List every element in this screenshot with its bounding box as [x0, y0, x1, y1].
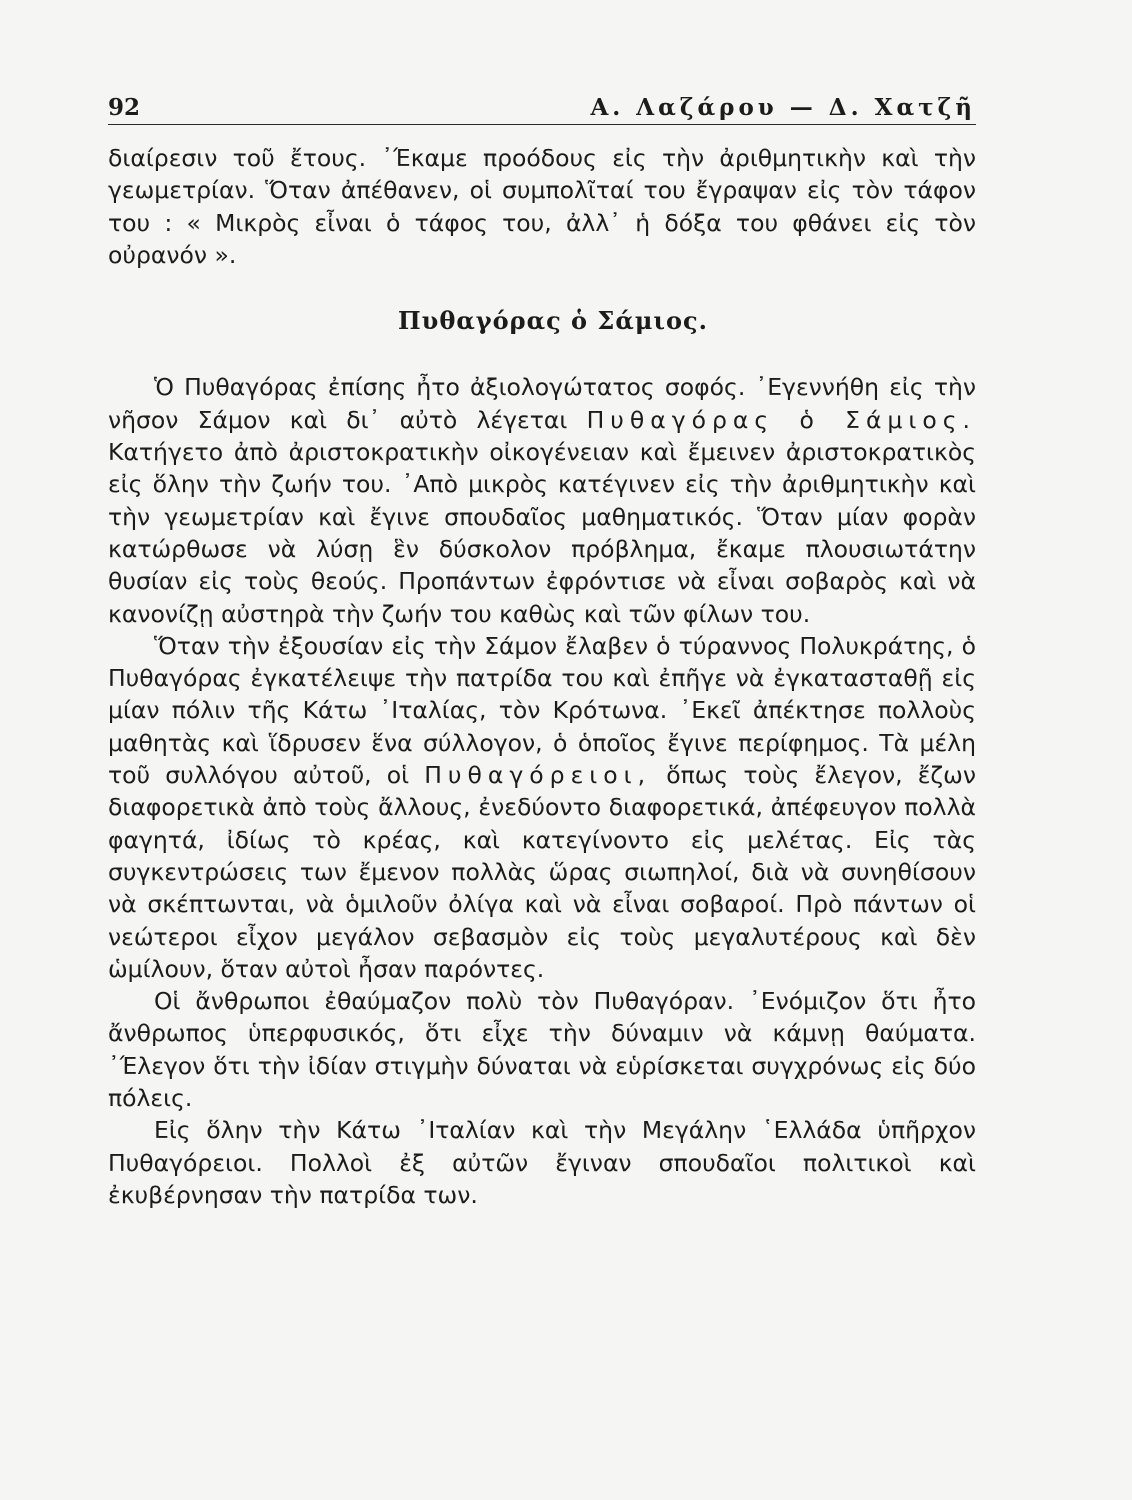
running-head: Α. Λαζάρου — Δ. Χατζῆ [590, 94, 976, 121]
intro-paragraph: διαίρεσιν τοῦ ἔτους. ᾽Έκαμε προόδους εἰς τὴν ἀριθμητικὴν καὶ τὴν γεωμετρίαν. Ὅταν ἀπέθανεν, οἱ συμπολῖταί του ἔγραψαν εἰς τὸν τάφον του : « Μικρὸς εἶναι ὁ τάφος του, ἀλλ᾽ ἡ δόξα του φθάνει εἰς τὸν οὐρανόν ». [108, 144, 976, 269]
paragraph-3: Οἱ ἄνθρωποι ἐθαύμαζον πολὺ τὸν Πυθαγόραν. ᾽Ενόμιζον ὅτι ἦτο ἄνθρωπος ὑπερφυσικός, ὅτι εἶχε τὴν δύναμιν νὰ κάμνῃ θαύματα. ᾽Έλεγον ὅτι τὴν ἰδίαν στιγμὴν δύναται νὰ εὑρίσκεται συγχρόνως εἰς δύο πόλεις. [108, 987, 976, 1113]
page-header [108, 92, 976, 125]
paragraph-1-text-a: Ὁ Πυθαγόρας ἐπίσης ἦτο ἀξιολογώτατος σοφός. ᾽Εγεννήθη εἰς τὴν νῆσον Σάμον καὶ δι᾽ αὐτὸ λέγεται [108, 373, 976, 434]
paragraph-4: Εἰς ὅλην τὴν Κάτω ᾽Ιταλίαν καὶ τὴν Μεγάλην ῾Ελλάδα ὑπῆρχον Πυθαγόρειοι. Πολλοὶ ἐξ αὐτῶν ἔγιναν σπουδαῖοι πολιτικοὶ καὶ ἐκυβέρνησαν τὴν πατρίδα των. [108, 1116, 976, 1209]
paragraph-2-spaced-name: Πυθαγόρειοι, [424, 761, 652, 790]
paragraph-2-text-a: Ὅταν τὴν ἐξουσίαν εἰς τὴν Σάμον ἔλαβεν ὁ τύραννος Πολυκράτης, ὁ Πυθαγόρας ἐγκατέλειψε τὴν πατρίδα του καὶ ἐπῆγε νὰ ἐγκατασταθῇ εἰς μίαν πόλιν τῆς Κάτω ᾽Ιταλίας, τὸν Κρότωνα. ᾽Εκεῖ ἀπέκτησε πολλοὺς μαθητὰς καὶ ἵδρυσεν ἕνα σύλλογον, ὁ ὁποῖος ἔγινε περίφημος. Τὰ μέλη τοῦ συλλόγου αὐτοῦ, οἱ [108, 631, 976, 790]
page-number: 92 [108, 94, 141, 121]
paragraph-1 [108, 371, 976, 629]
paragraph-1-spaced-name: Πυθαγόρας ὁ Σάμιος. [586, 405, 976, 434]
paragraph-1-text-b: Κατήγετο ἀπὸ ἀριστοκρατικὴν οἰκογένειαν καὶ ἔμεινεν ἀριστοκρατικὸς εἰς ὅλην τὴν ζωήν του. ᾽Απὸ μικρὸς κατέγινεν εἰς τὴν ἀριθμητικὴν καὶ τὴν γεωμετρίαν καὶ ἔγινε σπουδαῖος μαθηματικός. Ὅταν μίαν φορὰν κατώρθωσε νὰ λύσῃ ἓν δύσκολον πρόβλημα, ἔκαμε πλουσιωτάτην θυσίαν εἰς τοὺς θεούς. Προπάντων ἐφρόντισε νὰ εἶναι σοβαρὸς καὶ νὰ κανονίζῃ αὐστηρὰ τὴν ζωήν του καθὼς καὶ τῶν φίλων του. [108, 438, 976, 628]
body-text [108, 142, 976, 1211]
paragraph-2-text-b: ὅπως τοὺς ἔλεγον, ἔζων διαφορετικὰ ἀπὸ τοὺς ἄλλους, ἐνεδύοντο διαφορετικά, ἀπέφευγον πολλὰ φαγητά, ἰδίως τὸ κρέας, καὶ κατεγίνοντο εἰς μελέτας. Εἰς τὰς συγκεντρώσεις των ἔμενον πολλὰς ὥρας σιωπηλοί, διὰ νὰ συνηθίσουν νὰ σκέπτωνται, νὰ ὁμιλοῦν ὀλίγα καὶ νὰ εἶναι σοβαροί. Πρὸ πάντων οἱ νεώτεροι εἶχον μεγάλον σεβασμὸν εἰς τοὺς μεγαλυτέρους καὶ δὲν ὡμίλουν, ὅταν αὐτοὶ ἦσαν παρόντες. [108, 761, 976, 983]
paragraph-2 [108, 630, 976, 985]
section-title: Πυθαγόρας ὁ Σάμιος. [398, 306, 708, 336]
